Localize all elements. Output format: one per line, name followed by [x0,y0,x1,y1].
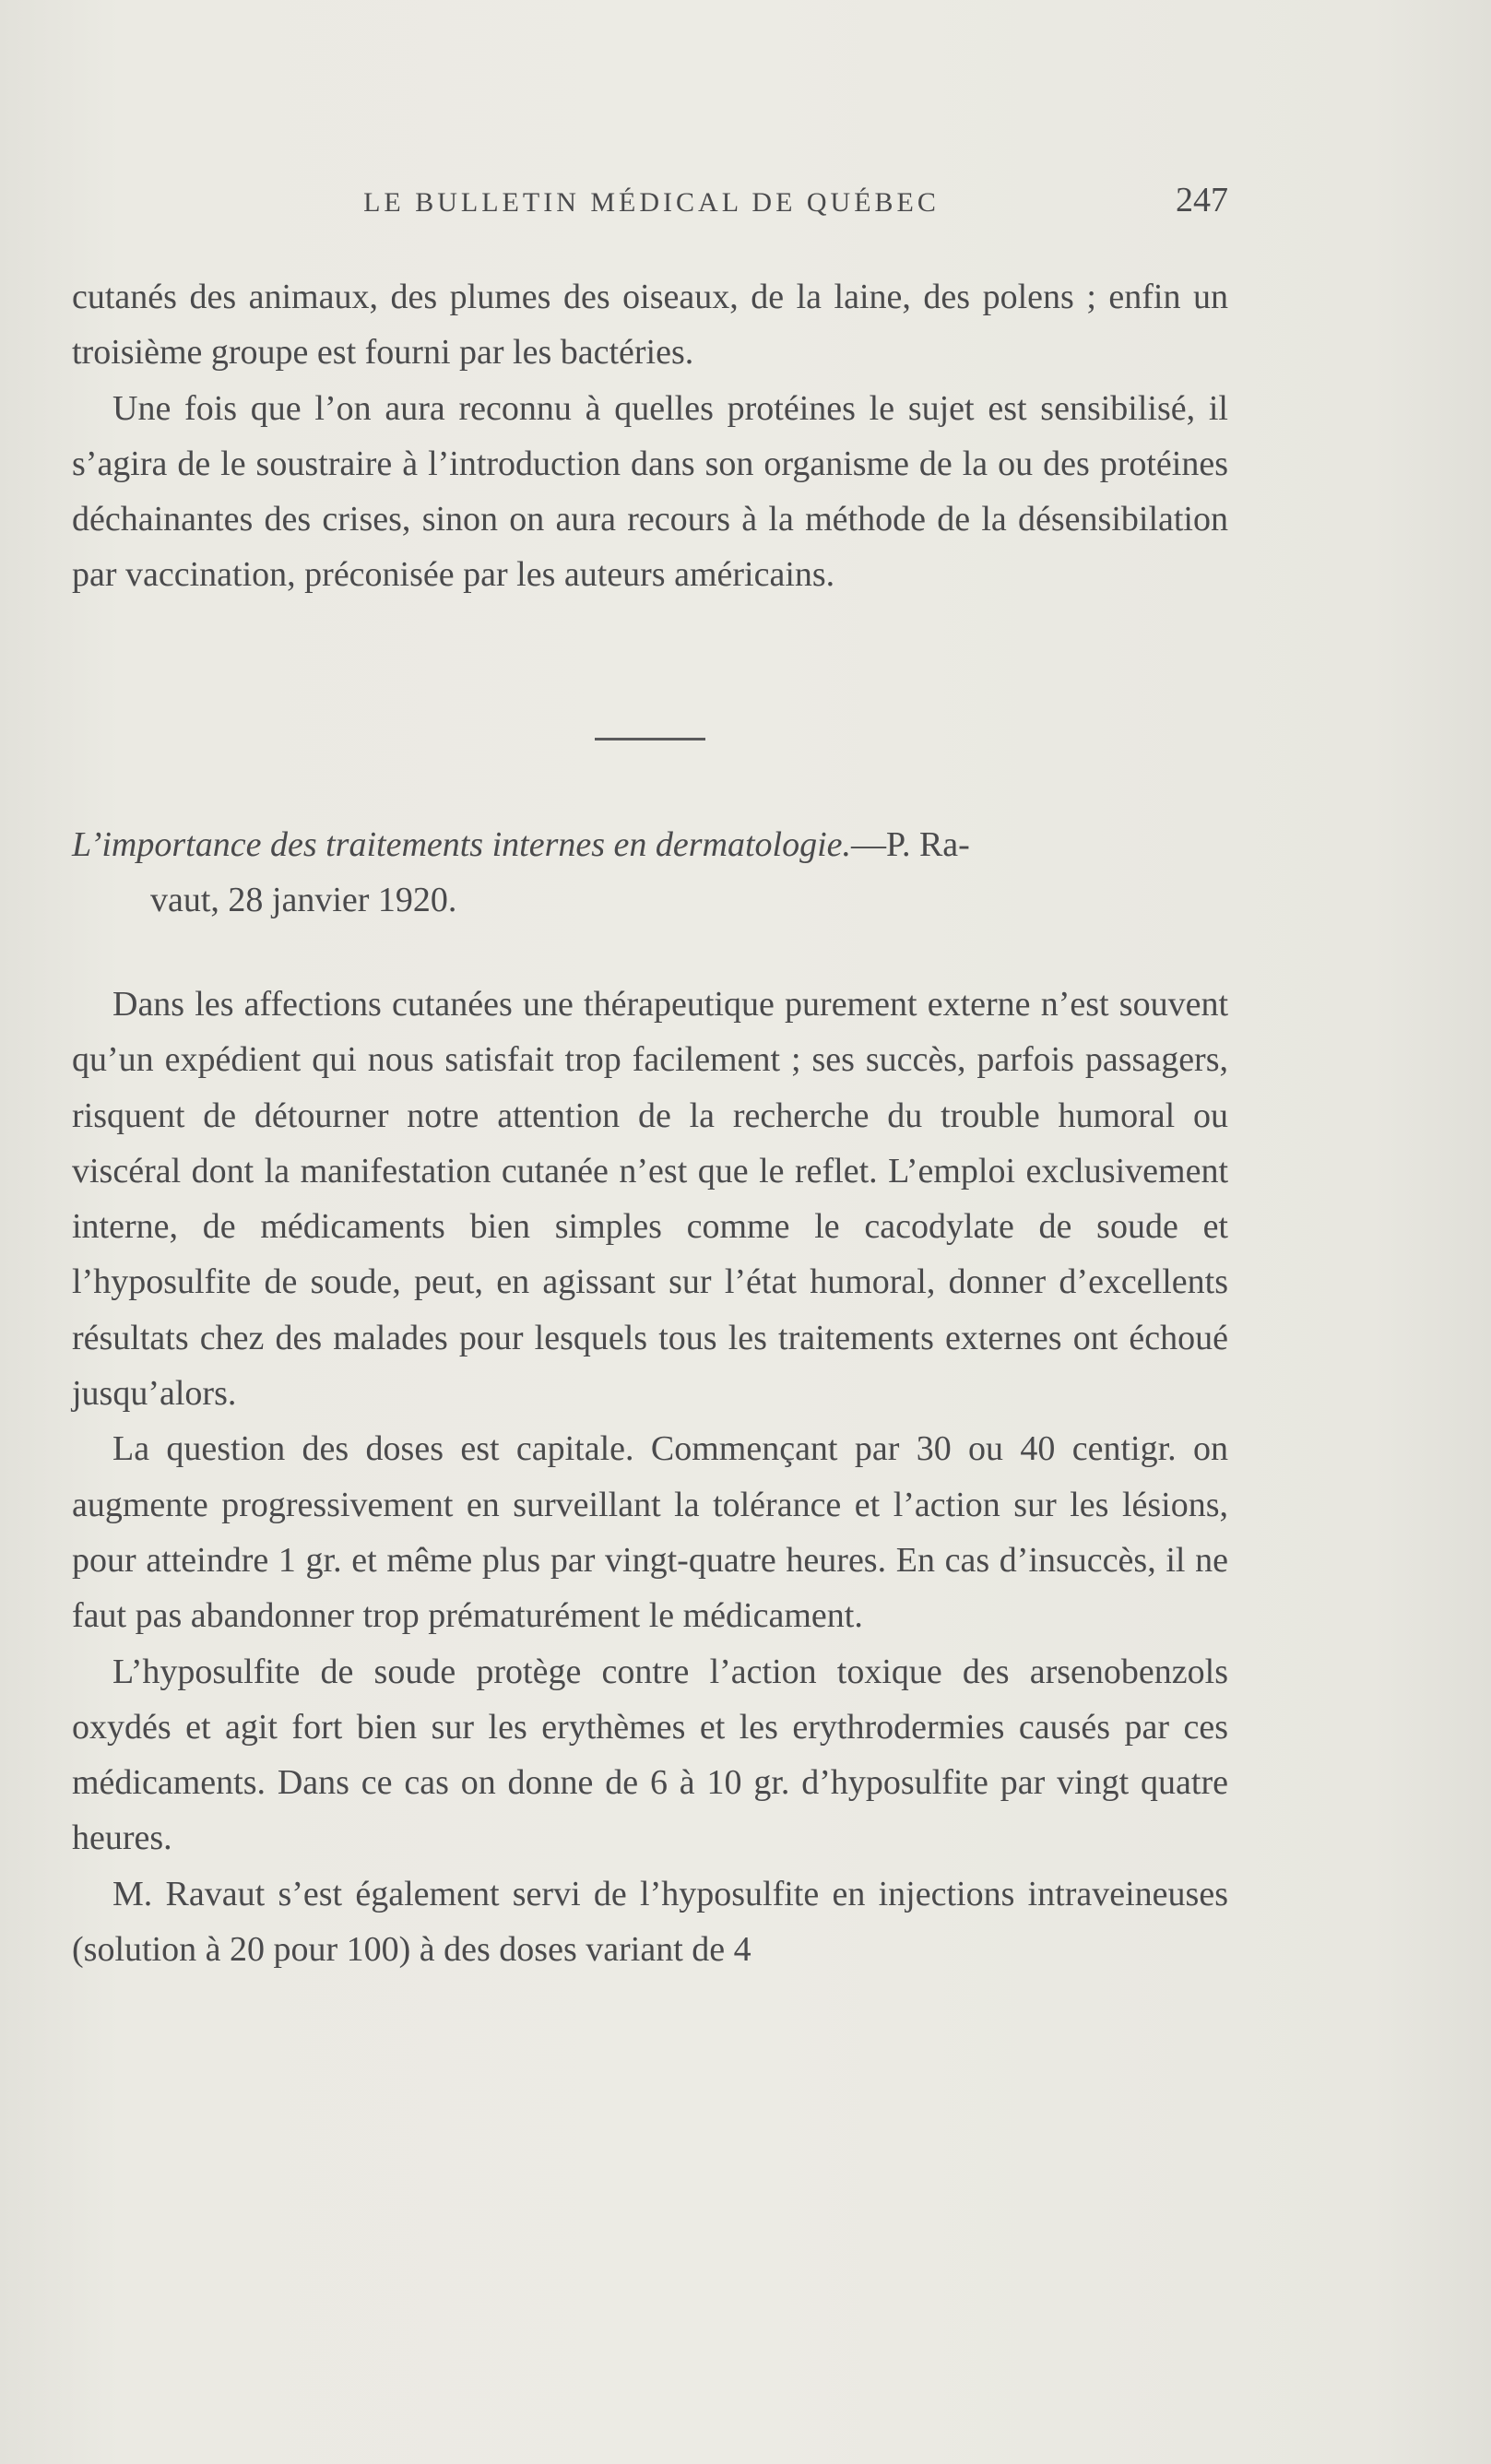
paragraph: Une fois que l’on aura reconnu à quelles protéines le sujet est sensibilisé, il s’agira de le soustraire à l’introduction dans son organisme de la ou des protéines déchainantes des crises, sinon on aura recours à la méthode de la désensibilation par vaccination, préconisée par les auteurs américains. [72,388,1228,595]
running-head: LE BULLETIN MÉDICAL DE QUÉBEC [363,187,940,218]
paragraph: La question des doses est capitale. Commençant par 30 ou 40 centigr. on augmente progressivement en surveillant la tolérance et l’action sur les lésions, pour atteindre 1 gr. et même plus par vingt-quatre heures. En cas d’insuccès, il ne faut pas abandonner trop prématurément le médicament. [72,1429,1228,1636]
section-divider [595,738,705,740]
page-number: 247 [1176,181,1228,219]
article-body [72,977,1228,1977]
continued-section [72,269,1228,603]
page-header [72,180,1228,220]
paragraph: Dans les affections cutanées une thérapeutique purement externe n’est souvent qu’un expédient qui nous satisfait trop facilement ; ses succès, parfois passagers, risquent de détourner notre attention de la recherche du trouble humoral ou viscéral dont la manifestation cutanée n’est que le reflet. L’emploi exclusivement interne, de médicaments bien simples comme le cacodylate de soude et l’hyposulfite de soude, peut, en agissant sur l’état humoral, donner d’excellents résultats chez des malades pour lesquels tous les traitements externes ont échoué jusqu’alors. [72,985,1228,1414]
paragraph: M. Ravaut s’est également servi de l’hyposulfite en injections intraveineuses (solution à 20 pour 100) à des doses variant de 4 [72,1874,1228,1970]
paragraph: cutanés des animaux, des plumes des oiseaux, de la laine, des polens ; enfin un troisième groupe est fourni par les bactéries. [72,278,1228,373]
paragraph: L’hyposulfite de soude protège contre l’action toxique des arsenobenzols oxydés et agit fort bien sur les erythèmes et les erythrodermies causés par ces médicaments. Dans ce cas on donne de 6 à 10 gr. d’hyposulfite par vingt quatre heures. [72,1652,1228,1858]
article-heading [72,817,1228,929]
article-author-line-1: —P. Ra- [851,825,970,864]
article-title: L’importance des traitements internes en dermatologie. [72,825,852,864]
article-author-line-2: vaut, 28 janvier 1920. [150,881,457,920]
